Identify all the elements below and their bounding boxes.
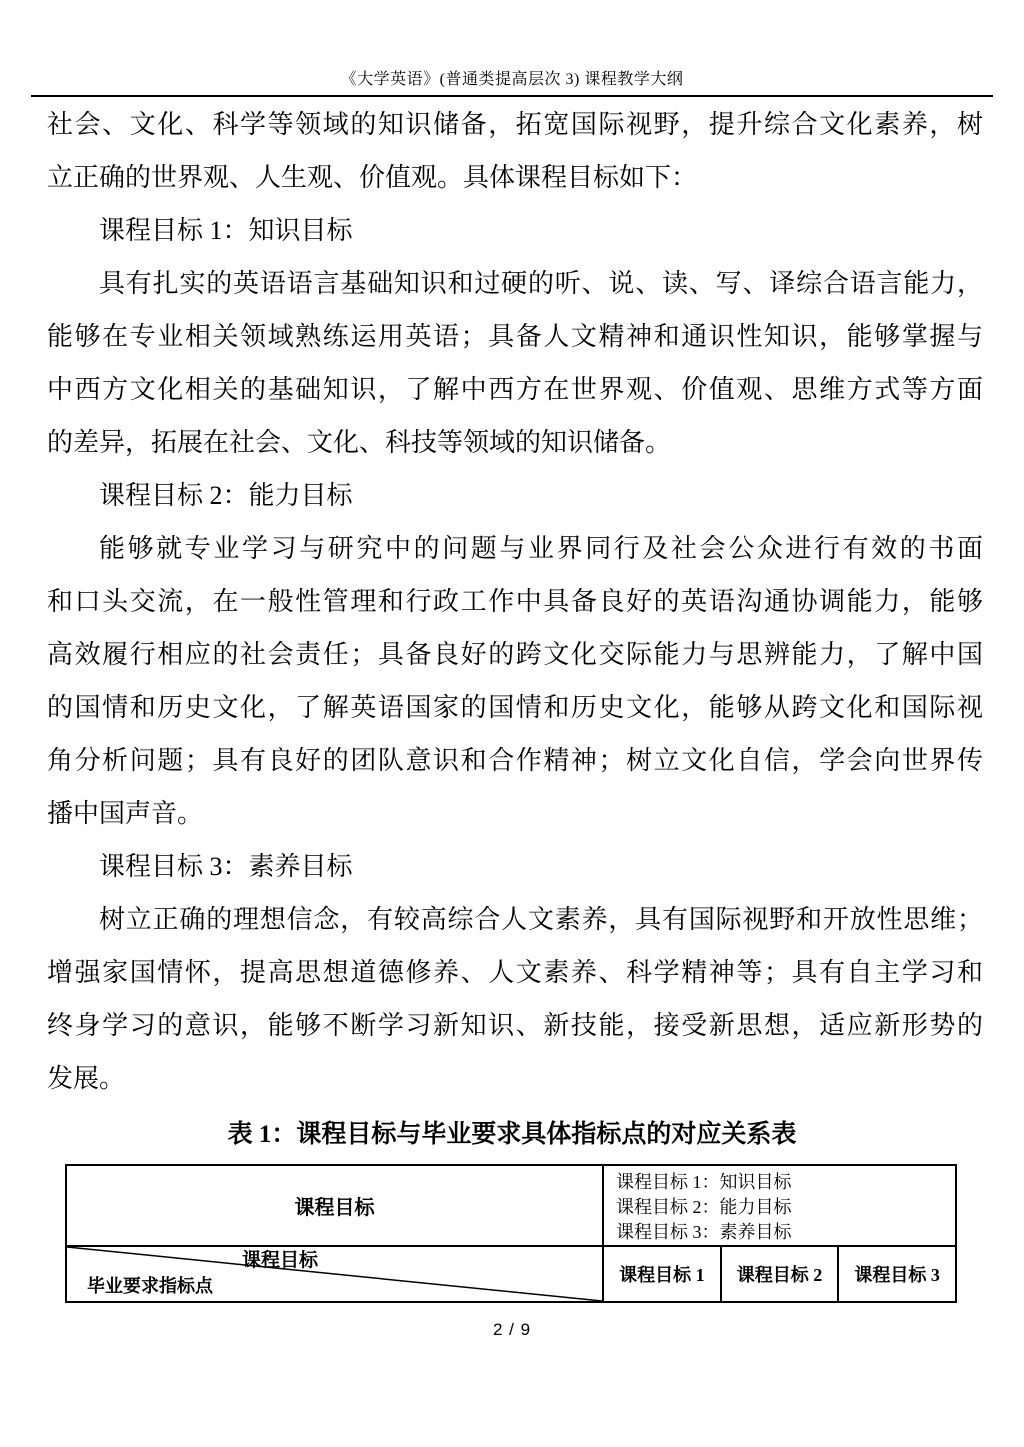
body-line: 社会、文化、科学等领域的知识储备，拓宽国际视野，提升综合文化素养，树 (47, 110, 983, 139)
page-footer (0, 1320, 1024, 1340)
body-line: 课程目标 1：知识目标 (99, 216, 353, 245)
body-line: 的国情和历史文化，了解英语国家的国情和历史文化，能够从跨文化和国际视 (47, 693, 983, 722)
table-row (67, 1166, 955, 1247)
header-rule (31, 95, 993, 97)
body-line: 中西方文化相关的基础知识，了解中西方在世界观、价值观、思维方式等方面 (47, 375, 983, 404)
body-line: 播中国声音。 (47, 799, 204, 828)
table-caption: 表 1：课程目标与毕业要求具体指标点的对应关系表 (227, 1121, 797, 1148)
objective-list (604, 1166, 955, 1245)
table-row (67, 1247, 955, 1301)
table-header-course-objectives: 课程目标 (67, 1166, 604, 1245)
table-column-header-objective-3: 课程目标 3 (837, 1247, 955, 1301)
body-line: 能够就专业学习与研究中的问题与业界同行及社会公众进行有效的书面 (99, 534, 983, 563)
diagonal-bottom-label: 毕业要求指标点 (87, 1276, 213, 1296)
page-header-title: 《大学英语》(普通类提高层次 3) 课程教学大纲 (340, 71, 684, 88)
body-line: 课程目标 2：能力目标 (99, 481, 353, 510)
body-line: 课程目标 3：素养目标 (99, 852, 353, 881)
body-line: 立正确的世界观、人生观、价值观。具体课程目标如下： (47, 163, 698, 192)
body-line: 角分析问题；具有良好的团队意识和合作精神；树立文化自信，学会向世界传 (47, 746, 983, 775)
table-column-header-objective-1: 课程目标 1 (619, 1265, 705, 1285)
body-line: 的差异，拓展在社会、文化、科技等领域的知识储备。 (47, 428, 672, 457)
body-line: 具有扎实的英语语言基础知识和过硬的听、说、读、写、译综合语言能力， (99, 269, 983, 298)
body-line: 增强家国情怀，提高思想道德修养、人文素养、科学精神等；具有自主学习和 (47, 958, 983, 987)
body-line: 高效履行相应的社会责任；具备良好的跨文化交际能力与思辨能力，了解中国 (47, 640, 983, 669)
page-number: 2 / 9 (492, 1320, 532, 1339)
objective-line: 课程目标 3：素养目标 (616, 1222, 792, 1242)
body-text (47, 98, 983, 1105)
objective-line: 课程目标 2：能力目标 (616, 1197, 792, 1217)
diagonal-header-cell (67, 1247, 604, 1301)
diagonal-top-label: 课程目标 (242, 1250, 319, 1271)
body-line: 终身学习的意识，能够不断学习新知识、新技能，接受新思想，适应新形势的 (47, 1011, 983, 1040)
body-line: 能够在专业相关领域熟练运用英语；具备人文精神和通识性知识，能够掌握与 (47, 322, 983, 351)
objective-line: 课程目标 1：知识目标 (616, 1172, 792, 1192)
table-column-header-objective-2: 课程目标 2 (720, 1247, 838, 1301)
mapping-table (65, 1164, 957, 1303)
body-line: 和口头交流，在一般性管理和行政工作中具备良好的英语沟通协调能力，能够 (47, 587, 983, 616)
body-line: 树立正确的理想信念，有较高综合人文素养，具有国际视野和开放性思维； (99, 905, 983, 934)
body-line: 发展。 (47, 1064, 126, 1093)
